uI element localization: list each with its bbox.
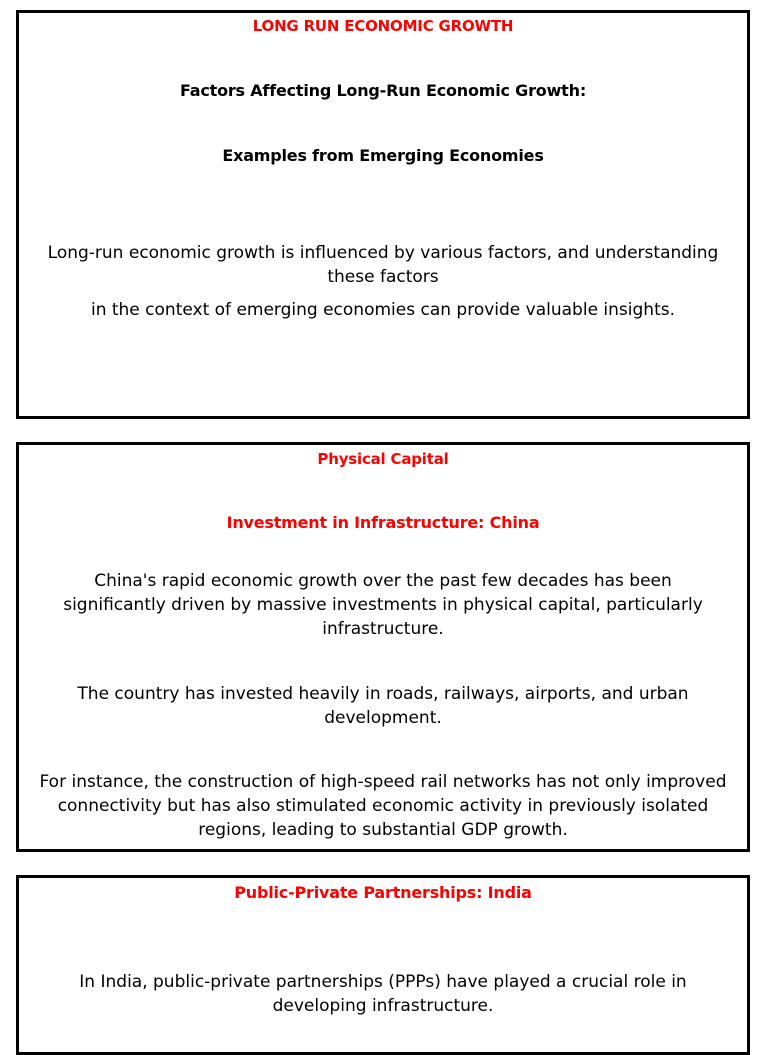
india-paragraph-1: In India, public-private partnerships (PPPs) have played a crucial role in developing infrastructure. — [79, 972, 687, 1016]
section-subheading: Examples from Emerging Economies — [222, 146, 544, 165]
china-paragraph-1: China's rapid economic growth over the past few decades has been significantly driven by massive investments in physical capital, particularly infrastructure. — [63, 571, 703, 639]
card-title: Physical Capital — [317, 450, 449, 468]
china-paragraph-3: For instance, the construction of high-speed rail networks has not only improved connectivity but has also stimulated economic activity in previously isolated regions, leading to substantial GDP growth. — [39, 772, 727, 840]
china-paragraph-2: The country has invested heavily in roads, railways, airports, and urban development. — [77, 684, 689, 728]
intro-card — [16, 10, 750, 419]
intro-paragraph-line2: in the context of emerging economies can provide valuable insights. — [90, 300, 676, 320]
section-heading: Factors Affecting Long-Run Economic Growth: — [179, 81, 587, 100]
physical-capital-card — [16, 442, 750, 852]
intro-paragraph-line1: Long-run economic growth is influenced by various factors, and understanding these factors — [47, 243, 719, 287]
card-title: Public-Private Partnerships: India — [234, 883, 532, 902]
ppp-card — [16, 875, 750, 1055]
card-title: LONG RUN ECONOMIC GROWTH — [252, 17, 514, 35]
card-subtitle: Investment in Infrastructure: China — [226, 513, 540, 532]
